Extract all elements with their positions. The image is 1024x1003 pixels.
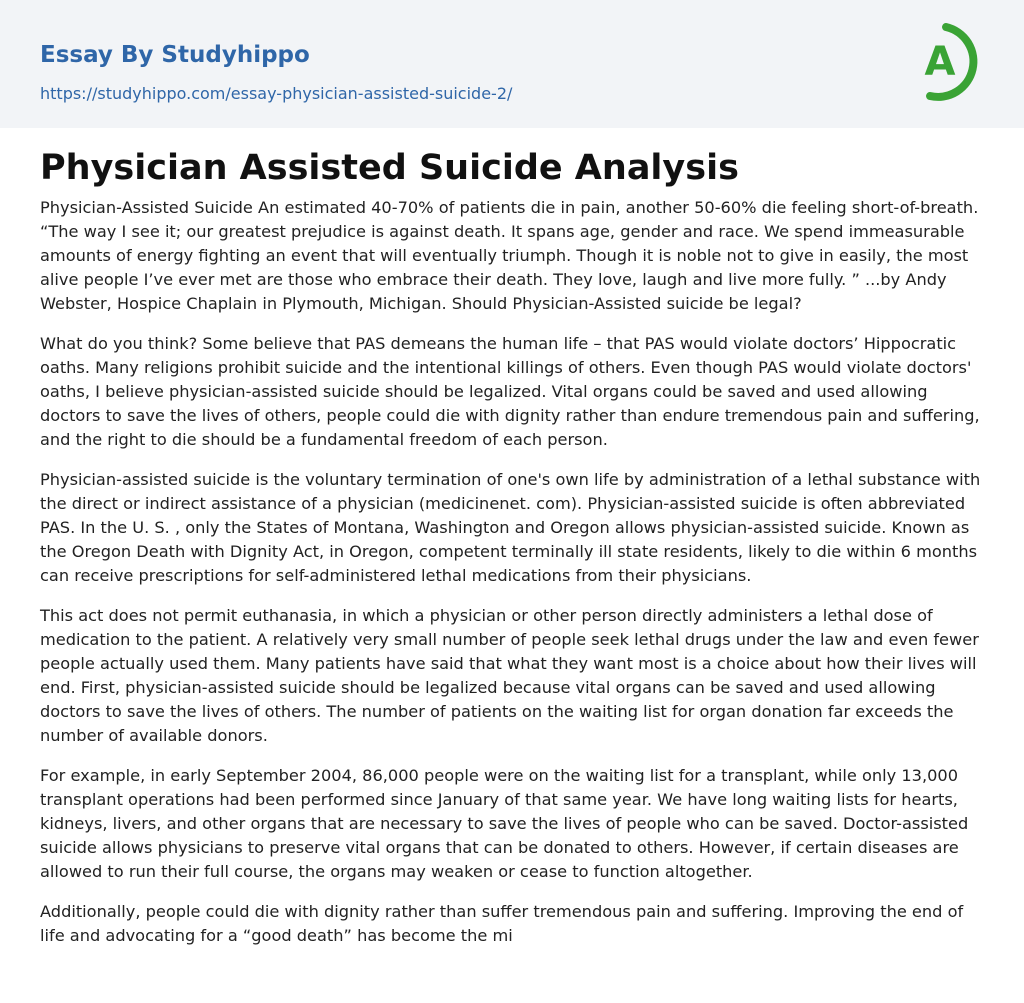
essay-paragraph-1: Physician-Assisted Suicide An estimated 40-70% of patients die in pain, another 50-60% die feeling short-of-breath. “The way I see it; our greatest prejudice is against death. It spans age, gender and race. We spend immeasurable amounts of energy fighting an event that will eventually triumph. Though it is noble not to give in easily, the most alive people I’ve ever met are those who embrace their death. They love, laugh and live more fully. ” ...by Andy Webster, Hospice Chaplain in Plymouth, Michigan. Should Physician-Assisted suicide be legal? bbox=[40, 198, 979, 314]
page-title: Physician Assisted Suicide Analysis bbox=[40, 148, 739, 188]
essay-paragraph-6: Additionally, people could die with dignity rather than suffer tremendous pain and suffering. Improving the end of life and advocating for a “good death” has become the mi bbox=[40, 902, 964, 946]
essay-paragraph-4: This act does not permit euthanasia, in which a physician or other person directly administers a lethal dose of medication to the patient. A relatively very small number of people seek lethal drugs under the law and even fewer people actually used them. Many patients have said that what they want most is a choice about how their lives will end. First, physician-assisted suicide should be legalized because vital organs can be saved and used allowing doctors to save the lives of others. The number of patients on the waiting list for organ donation far exceeds the number of available donors. bbox=[40, 606, 979, 746]
logo-letter: A bbox=[924, 39, 956, 85]
source-url-link[interactable]: https://studyhippo.com/essay-physician-assisted-suicide-2/ bbox=[40, 84, 513, 103]
site-brand[interactable]: Essay By Studyhippo bbox=[40, 42, 310, 68]
essay-paragraph-5: For example, in early September 2004, 86,000 people were on the waiting list for a transplant, while only 13,000 transplant operations had been performed since January of that same year. We have long waiting lists for hearts, kidneys, livers, and other organs that are necessary to save the lives of people who can be saved. Doctor-assisted suicide allows physicians to preserve vital organs that can be donated to others. However, if certain diseases are allowed to run their full course, the organs may weaken or cease to function altogether. bbox=[40, 766, 969, 882]
essay-paragraph-3: Physician-assisted suicide is the voluntary termination of one's own life by administration of a lethal substance with the direct or indirect assistance of a physician (medicinenet. com). Physician-assisted suicide is often abbreviated PAS. In the U. S. , only the States of Montana, Washington and Oregon allows physician-assisted suicide. Known as the Oregon Death with Dignity Act, in Oregon, competent terminally ill state residents, likely to die within 6 months can receive prescriptions for self-administered lethal medications from their physicians. bbox=[40, 470, 981, 586]
essay-paragraph-2: What do you think? Some believe that PAS demeans the human life – that PAS would violate doctors’ Hippocratic oaths. Many religions prohibit suicide and the intentional killings of others. Even though PAS would violate doctors' oaths, I believe physician-assisted suicide should be legalized. Vital organs could be saved and used allowing doctors to save the lives of others, people could die with dignity rather than endure tremendous pain and suffering, and the right to die should be a fundamental freedom of each person. bbox=[40, 334, 980, 450]
